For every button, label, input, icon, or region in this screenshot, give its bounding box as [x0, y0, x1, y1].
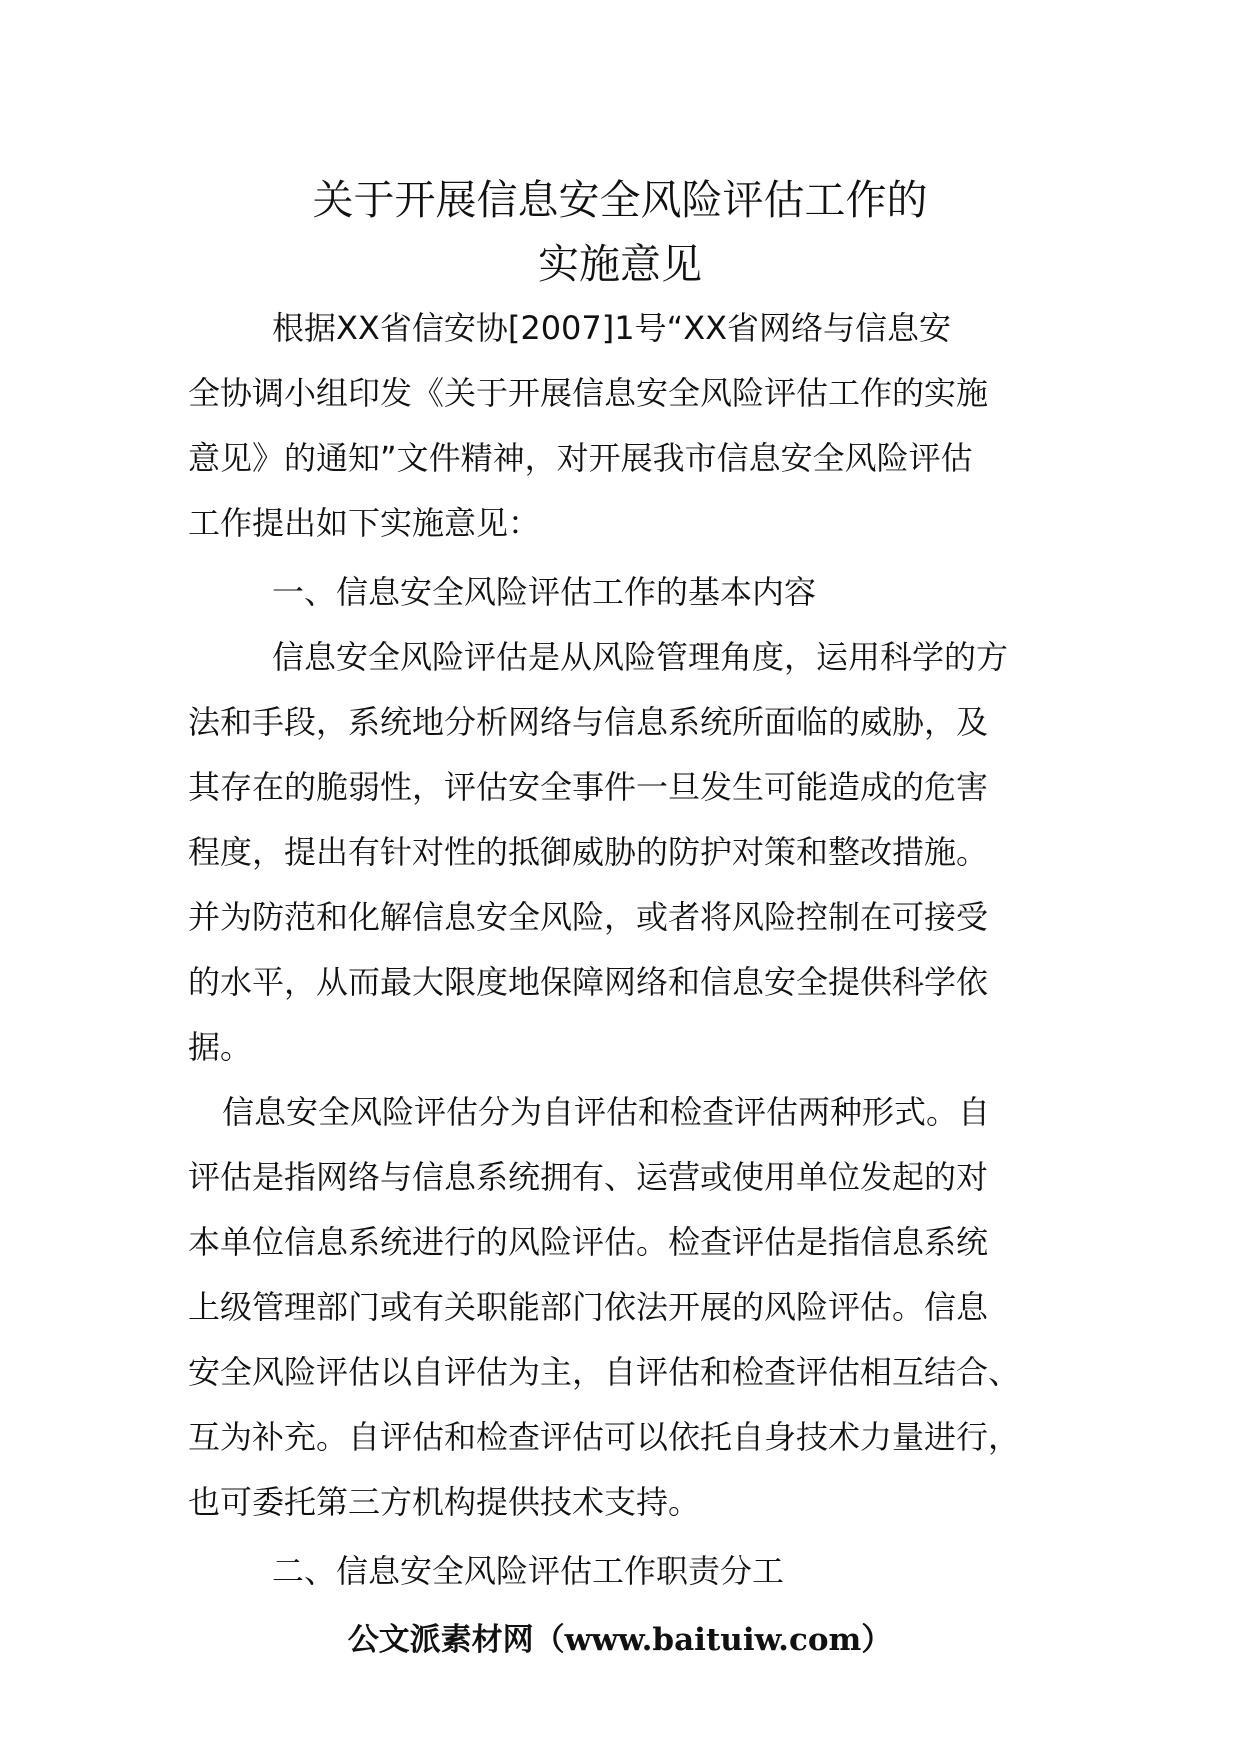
section-heading-1: [188, 560, 1058, 625]
text-line: 的水平，从而最大限度地保障网络和信息安全提供科学依: [188, 963, 989, 1001]
text-line: 二、信息安全风险评估工作职责分工: [272, 1552, 785, 1590]
text-line: 安全风险评估以自评估为主，自评估和检查评估相互结合、: [188, 1353, 1021, 1391]
text-line: 信息安全风险评估分为自评估和检查评估两种形式。自: [222, 1093, 991, 1131]
section-heading-2: [188, 1539, 1058, 1604]
text-line: 上级管理部门或有关职能部门依法开展的风险评估。信息: [188, 1288, 989, 1326]
paragraph-definition: [188, 625, 1058, 1080]
document-title: [0, 168, 1240, 296]
text-line: 工作提出如下实施意见：: [188, 504, 541, 542]
title-line-1: 关于开展信息安全风险评估工作的: [312, 176, 928, 224]
paragraph-forms: [188, 1080, 1058, 1535]
text-line: 程度，提出有针对性的抵御威胁的防护对策和整改措施。: [188, 833, 989, 871]
footer-watermark-text: 公文派素材网（www.baituiw.com）: [347, 1622, 893, 1658]
text-line: 信息安全风险评估是从风险管理角度，运用科学的方: [272, 638, 1009, 676]
text-line: 其存在的脆弱性，评估安全事件一旦发生可能造成的危害: [188, 768, 989, 806]
text-line: 一、信息安全风险评估工作的基本内容: [272, 573, 817, 611]
text-line: 并为防范和化解信息安全风险，或者将风险控制在可接受: [188, 898, 989, 936]
text-line: 据。: [188, 1028, 253, 1066]
title-line-2: 实施意见: [538, 240, 702, 288]
text-line: 全协调小组印发《关于开展信息安全风险评估工作的实施: [188, 374, 989, 412]
text-line: 本单位信息系统进行的风险评估。检查评估是指信息系统: [188, 1223, 989, 1261]
text-line: 意见》的通知”文件精神，对开展我市信息安全风险评估: [188, 439, 973, 477]
text-line: 互为补充。自评估和检查评估可以依托自身技术力量进行，: [188, 1418, 1021, 1456]
text-line: 法和手段，系统地分析网络与信息系统所面临的威胁，及: [188, 703, 989, 741]
document-body: [188, 296, 1058, 1604]
paragraph-intro: [188, 296, 1058, 556]
text-line: 也可委托第三方机构提供技术支持。: [188, 1483, 701, 1521]
text-line: 根据XX省信安协[2007]1号“XX省网络与信息安: [272, 309, 952, 347]
text-line: 评估是指网络与信息系统拥有、运营或使用单位发起的对: [188, 1158, 989, 1196]
